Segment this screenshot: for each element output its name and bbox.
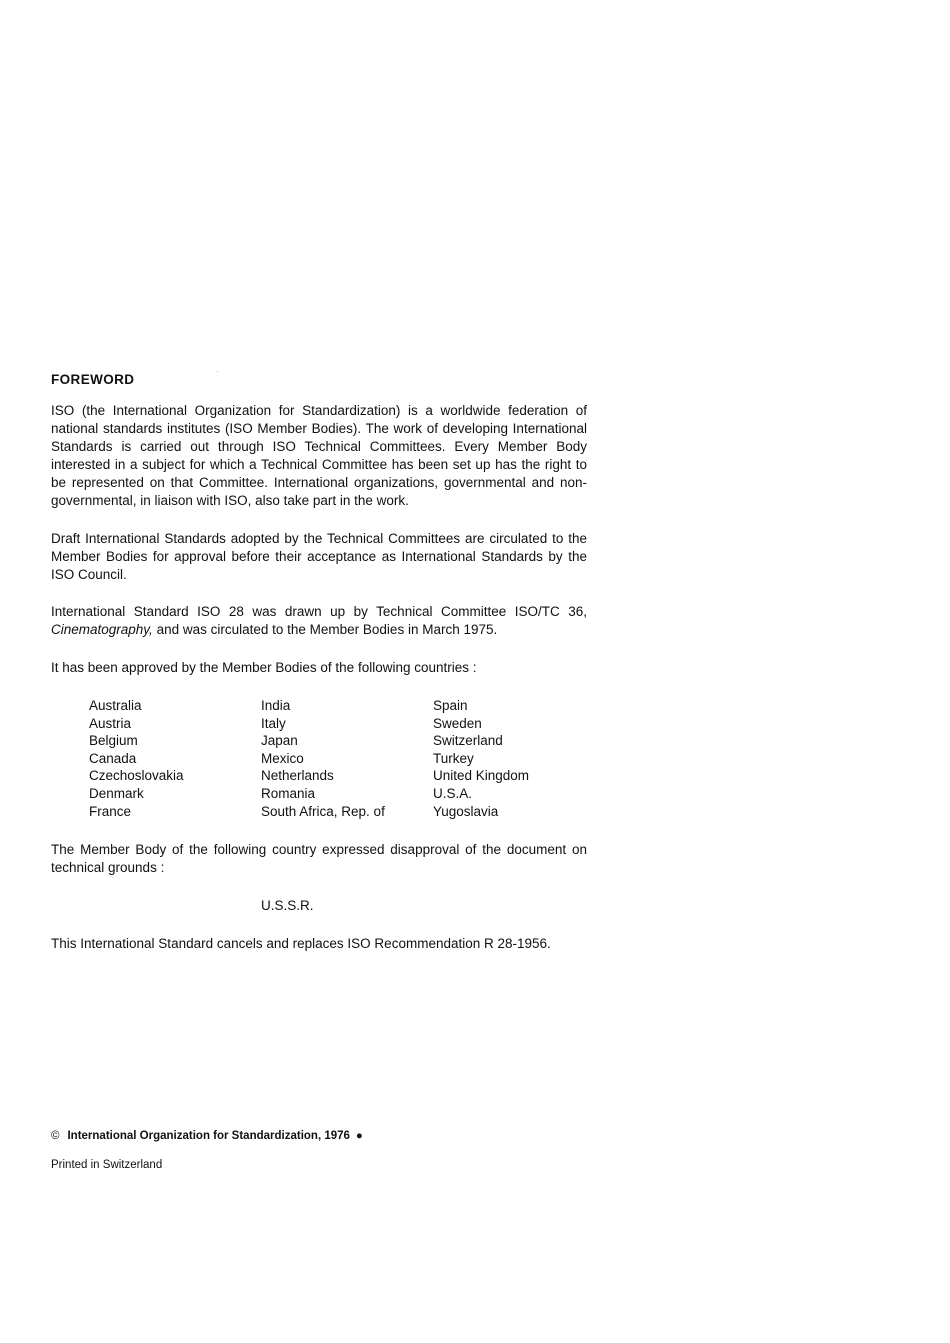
foreword-section [51,372,587,953]
copyright-text: International Organization for Standardization, 1976 [67,1130,350,1142]
cinematography-italic: Cinematography, [51,622,153,637]
country-item: Denmark [89,785,144,801]
foreword-paragraph-cancels: This International Standard cancels and replaces ISO Recommendation R 28-1956. [51,936,551,951]
bullet-icon: ● [355,1130,363,1142]
country-item: South Africa, Rep. of [261,803,385,819]
copyright-line [51,1129,363,1143]
countries-column-2 [261,697,385,820]
foreword-paragraph-disapproval: The Member Body of the following country expressed disapproval of the document on technical grounds : [51,842,587,875]
foreword-paragraph-approval: It has been approved by the Member Bodies of the following countries : [51,660,477,675]
country-item: Romania [261,785,316,801]
country-item: Netherlands [261,768,334,784]
country-item: France [89,803,132,819]
foreword-paragraph-iso-28 [51,603,587,639]
country-item: Sweden [433,715,482,731]
country-item: Italy [261,715,286,731]
foreword-paragraph-draft-standards: Draft International Standards adopted by the Technical Committees are circulated to the Member Bodies for approval before their acceptance as International Standards by the ISO Council. [51,531,587,582]
country-item: Switzerland [433,733,503,749]
country-item: Yugoslavia [433,803,499,819]
country-item: Spain [433,698,468,713]
country-item: United Kingdom [433,768,530,784]
country-item: Turkey [433,750,474,766]
country-item: India [261,698,291,713]
disapproving-country: U.S.S.R. [261,898,314,913]
iso-28-text-before: International Standard ISO 28 was drawn up by Technical Committee ISO/TC 36, [51,604,587,619]
printed-in-line: Printed in Switzerland [51,1159,163,1171]
country-item: Belgium [89,733,138,749]
copyright-icon: © [51,1130,60,1142]
foreword-heading: FOREWORD [51,372,135,387]
iso-28-text-after: and was circulated to the Member Bodies in March 1975. [152,622,498,637]
country-item: Czechoslovakia [89,768,184,784]
country-item: Mexico [261,750,304,766]
approving-countries-list [51,697,587,821]
country-item: Austria [89,715,132,731]
country-item: Canada [89,750,137,766]
country-item: Australia [89,698,142,713]
countries-column-1 [89,697,184,820]
countries-column-3 [433,697,529,820]
foreword-paragraph-iso-intro: ISO (the International Organization for Standardization) is a worldwide federation of national standards institutes (ISO Member Bodies). The work of developing International Standards is carried out through ISO Technical Committees. Every Member Body interested in a subject for which a Technical Committee has been set up has the right to be represented on that Committee. International organizations, governmental and non-governmental, in liaison with ISO, also take part in the work. [51,403,587,508]
country-item: U.S.A. [433,785,473,801]
country-item: Japan [261,733,298,749]
